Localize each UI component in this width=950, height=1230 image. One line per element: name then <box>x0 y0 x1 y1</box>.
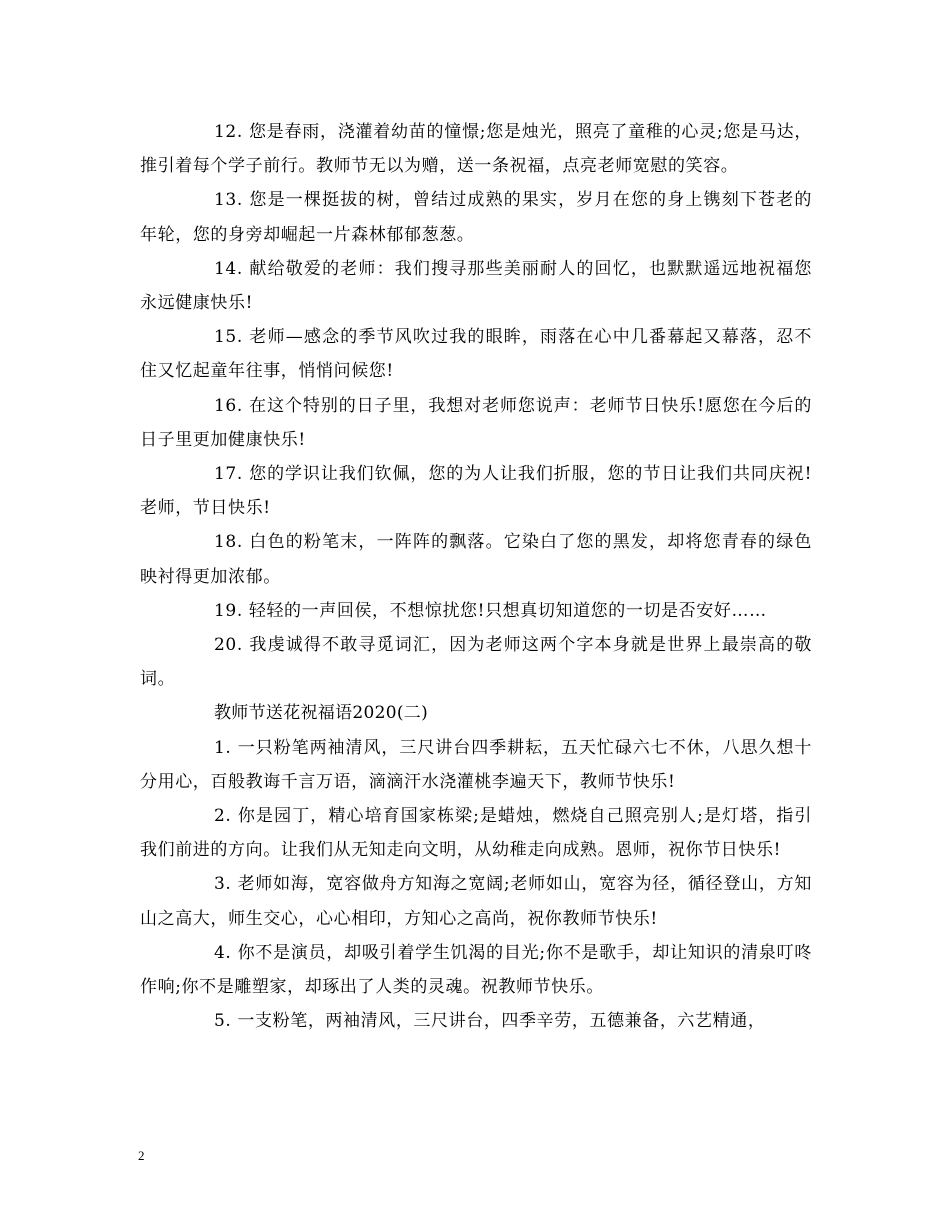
paragraph-15: 15. 老师—感念的季节风吹过我的眼眸，雨落在心中几番幕起又幕落，忍不住又忆起童年往事，悄悄问候您! <box>140 327 812 382</box>
paragraph-19: 19. 轻轻的一声回侯，不想惊扰您!只想真切知道您的一切是否安好…… <box>214 600 767 621</box>
section-heading: 教师节送花祝福语2020(二) <box>214 703 429 724</box>
paragraph-16: 16. 在这个特别的日子里，我想对老师您说声：老师节日快乐!愿您在今后的日子里更加健康快乐! <box>140 395 812 450</box>
paragraph-13: 13. 您是一棵挺拔的树，曾结过成熟的果实，岁月在您的身上镌刻下苍老的年轮，您的身旁却崛起一片森林郁郁葱葱。 <box>140 190 812 245</box>
document-body <box>140 115 812 1038</box>
paragraph-20: 20. 我虔诚得不敢寻觅词汇，因为老师这两个字本身就是世界上最崇高的敬词。 <box>140 635 812 690</box>
paragraph-14: 14. 献给敬爱的老师：我们搜寻那些美丽耐人的回忆，也默默遥远地祝福您永远健康快乐! <box>140 258 812 314</box>
paragraph-1: 1. 一只粉笔两袖清风，三尺讲台四季耕耘，五天忙碌六七不休，八思久想十分用心，百般教诲千言万语，滴滴汗水浇灌桃李遍天下，教师节快乐! <box>140 737 812 792</box>
paragraph-5: 5. 一支粉笔，两袖清风，三尺讲台，四季辛劳，五德兼备，六艺精通， <box>214 1011 766 1032</box>
paragraph-4: 4. 你不是演员，却吸引着学生饥渴的目光;你不是歌手，却让知识的清泉叮咚作响;你不是雕塑家，却琢出了人类的灵魂。祝教师节快乐。 <box>140 942 812 998</box>
paragraph-12: 12. 您是春雨，浇灌着幼苗的憧憬;您是烛光，照亮了童稚的心灵;您是马达，推引着每个学子前行。教师节无以为赠，送一条祝福，点亮老师宽慰的笑容。 <box>140 122 812 177</box>
page-number: 2 <box>138 1148 145 1163</box>
paragraph-3: 3. 老师如海，宽容做舟方知海之宽阔;老师如山，宽容为径，循径登山，方知山之高大，师生交心，心心相印，方知心之高尚，祝你教师节快乐! <box>140 874 812 929</box>
paragraph-2: 2. 你是园丁，精心培育国家栋梁;是蜡烛，燃烧自己照亮别人;是灯塔，指引我们前进的方向。让我们从无知走向文明，从幼稚走向成熟。恩师，祝你节日快乐! <box>140 806 812 861</box>
paragraph-17: 17. 您的学识让我们钦佩，您的为人让我们折服，您的节日让我们共同庆祝!老师，节日快乐! <box>140 464 812 519</box>
paragraph-18: 18. 白色的粉笔末，一阵阵的飘落。它染白了您的黑发，却将您青春的绿色映衬得更加浓郁。 <box>140 532 812 587</box>
